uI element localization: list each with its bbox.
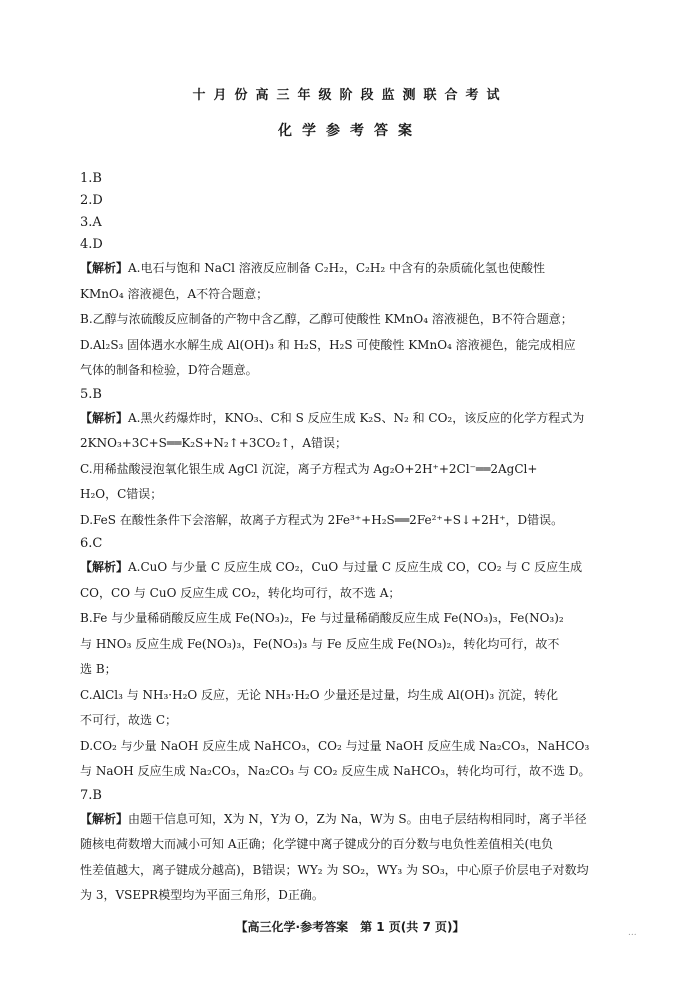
analysis-tag: 【解析】 [80,410,129,425]
corner-mark: ... [628,928,637,938]
explanation-line: 与 HNO₃ 反应生成 Fe(NO₃)₃，Fe(NO₃)₃ 与 Fe 反应生成 Fe(NO₃)₂，转化均可行，故不 [80,636,560,651]
explanation-line: 2KNO₃+3C+S══K₂S+N₂↑+3CO₂↑，A错误； [80,436,348,450]
explanation-line: 与 NaOH 反应生成 Na₂CO₃，Na₂CO₃ 与 CO₂ 反应生成 NaHCO₃，转化均可行，故不选 D。 [80,764,591,778]
explanation-line: C.AlCl₃ 与 NH₃·H₂O 反应，无论 NH₃·H₂O 少量还是过量，均生成 Al(OH)₃ 沉淀，转化 [80,687,558,702]
explanation-line: H₂O，C错误； [80,487,163,501]
answer-1: 1.B [80,171,102,186]
explanation-line: 【解析】A.CuO 与少量 C 反应生成 CO₂，CuO 与过量 C 反应生成 CO，CO₂ 与 C 反应生成 [80,560,583,574]
explanation-line: D.FeS 在酸性条件下会溶解，故离子方程式为 2Fe³⁺+H₂S══2Fe²⁺+S↓+2H⁺，D错误。 [80,512,564,527]
explanation-line: B.乙醇与浓硫酸反应制备的产物中含乙醇，乙醇可使酸性 KMnO₄ 溶液褪色，B不符合题意； [80,312,573,326]
explanation-line: 性差值越大，离子键成分越高)，B错误；WY₂ 为 SO₂，WY₃ 为 SO₃，中心原子价层电子对数均 [80,862,589,877]
explanation-4 [80,256,640,384]
answer-4: 4.D [80,237,103,252]
explanation-7 [80,807,640,909]
explanation-line: 【解析】A.黑火药爆炸时，KNO₃、C和 S 反应生成 K₂S、N₂ 和 CO₂，该反应的化学方程式为 [80,410,585,425]
analysis-tag: 【解析】 [80,261,129,275]
explanation-6 [80,555,640,785]
explanation-line: D.Al₂S₃ 固体遇水水解生成 Al(OH)₃ 和 H₂S，H₂S 可使酸性 KMnO₄ 溶液褪色，能完成相应 [80,337,576,352]
explanation-line: 为 3，VSEPR模型均为平面三角形，D正确。 [80,888,324,902]
answer-list [80,168,640,909]
explanation-line: KMnO₄ 溶液褪色，A不符合题意； [80,286,269,301]
document-title: 化学参考答案 [278,123,422,139]
explanation-line: D.CO₂ 与少量 NaOH 反应生成 NaHCO₃，CO₂ 与过量 NaOH 反应生成 Na₂CO₃，NaHCO₃ [80,738,590,753]
explanation-line: 气体的制备和检验，D符合题意。 [80,363,258,377]
page-footer: 【高三化学·参考答案 第 1 页(共 7 页)】 [235,920,465,934]
explanation-line: 【解析】A.电石与饱和 NaCl 溶液反应制备 C₂H₂，C₂H₂ 中含有的杂质硫化氢也使酸性 [80,261,545,275]
exam-title: 十月份高三年级阶段监测联合考试 [192,88,508,103]
answer-3: 3.A [80,215,102,230]
explanation-line: CO，CO 与 CuO 反应生成 CO₂，转化均可行，故不选 A； [80,585,401,600]
explanation-5 [80,406,640,534]
answer-5: 5.B [80,386,102,402]
answer-6: 6.C [80,536,103,551]
answer-7: 7.B [80,787,102,803]
analysis-tag: 【解析】 [80,560,129,574]
explanation-line: 不可行，故选 C； [80,713,177,727]
explanation-line: 随核电荷数增大而减小可知 A正确；化学键中离子键成分的百分数与电负性差值相关(电负 [80,837,554,851]
analysis-tag: 【解析】 [80,811,129,826]
explanation-line: C.用稀盐酸浸泡氧化银生成 AgCl 沉淀，离子方程式为 Ag₂O+2H⁺+2Cl⁻══2AgCl+ [80,461,538,476]
explanation-line: 【解析】由题干信息可知，X为 N，Y为 O，Z为 Na，W为 S。由电子层结构相同时，离子半径 [80,811,587,826]
explanation-line: B.Fe 与少量稀硝酸反应生成 Fe(NO₃)₂，Fe 与过量稀硝酸反应生成 Fe(NO₃)₃，Fe(NO₃)₂ [80,611,564,625]
answer-2: 2.D [80,193,103,208]
explanation-line: 选 B； [80,662,117,676]
